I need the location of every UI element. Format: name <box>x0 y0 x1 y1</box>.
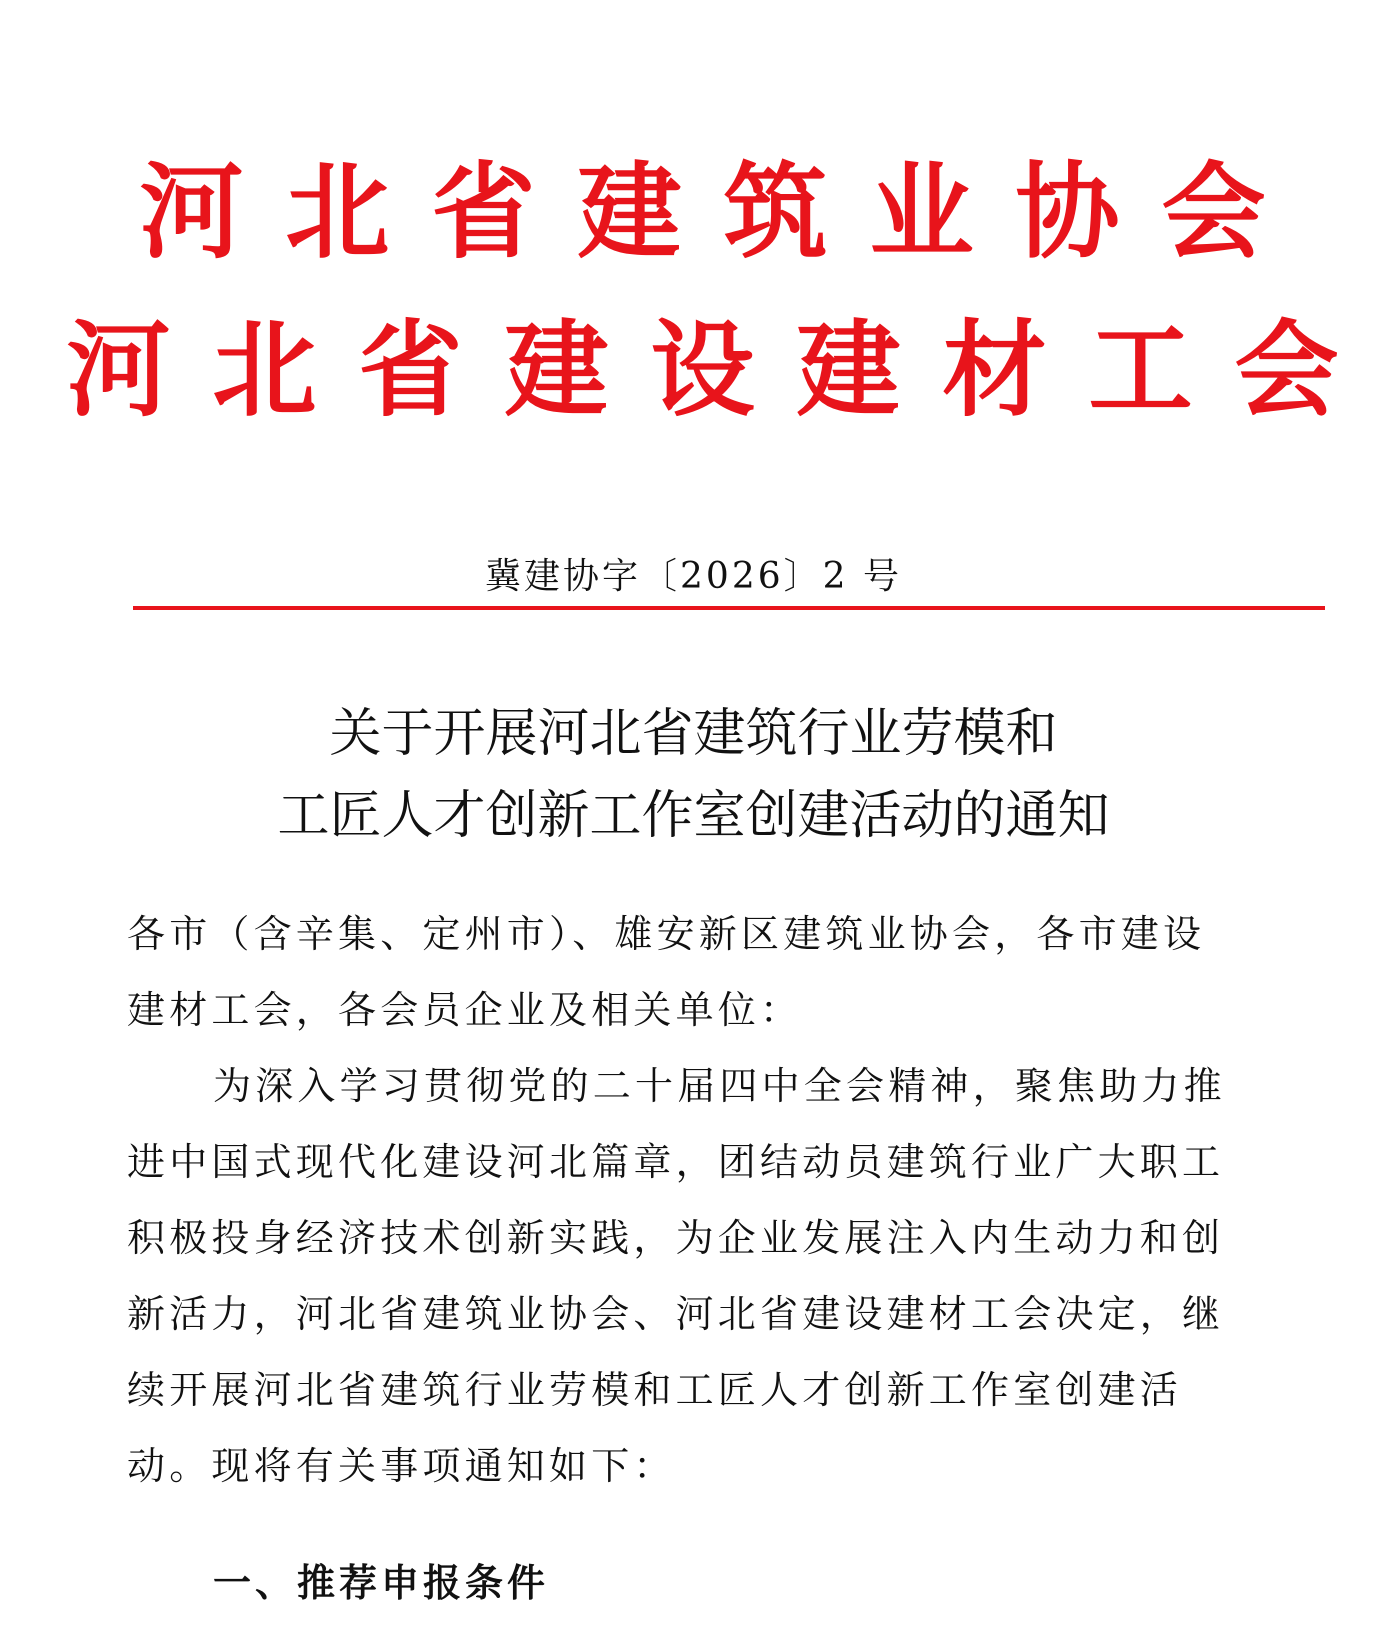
title-line-2: 工匠人才创新工作室创建活动的通知 <box>277 786 1110 846</box>
paragraph-line: 新活力，河北省建筑业协会、河北省建设建材工会决定，继 <box>127 1292 1225 1336</box>
paragraph-line: 为深入学习贯彻党的二十届四中全会精神，聚焦助力推 <box>213 1064 1226 1108</box>
red-divider <box>133 606 1325 610</box>
document-body <box>127 896 1237 1504</box>
paragraph-line: 进中国式现代化建设河北篇章，团结动员建筑行业广大职工 <box>127 1140 1225 1184</box>
paragraph-line: 积极投身经济技术创新实践，为企业发展注入内生动力和创 <box>127 1216 1225 1260</box>
salutation-line: 各市（含辛集、定州市）、雄安新区建筑业协会，各市建设 <box>127 912 1206 956</box>
letterhead-org-2: 河北省建设建材工会 <box>66 309 1381 431</box>
paragraph-line: 动。现将有关事项通知如下： <box>127 1444 676 1488</box>
title-line-1: 关于开展河北省建筑行业劳模和 <box>329 704 1058 764</box>
paragraph-line: 续开展河北省建筑行业劳模和工匠人才创新工作室创建活 <box>127 1368 1183 1412</box>
salutation-line: 建材工会，各会员企业及相关单位： <box>127 988 803 1032</box>
section-heading: 一、推荐申报条件 <box>213 1561 550 1605</box>
document-number: 冀建协字〔2026〕2 号 <box>485 556 902 597</box>
letterhead-org-1: 河北省建筑业协会 <box>139 151 1308 273</box>
